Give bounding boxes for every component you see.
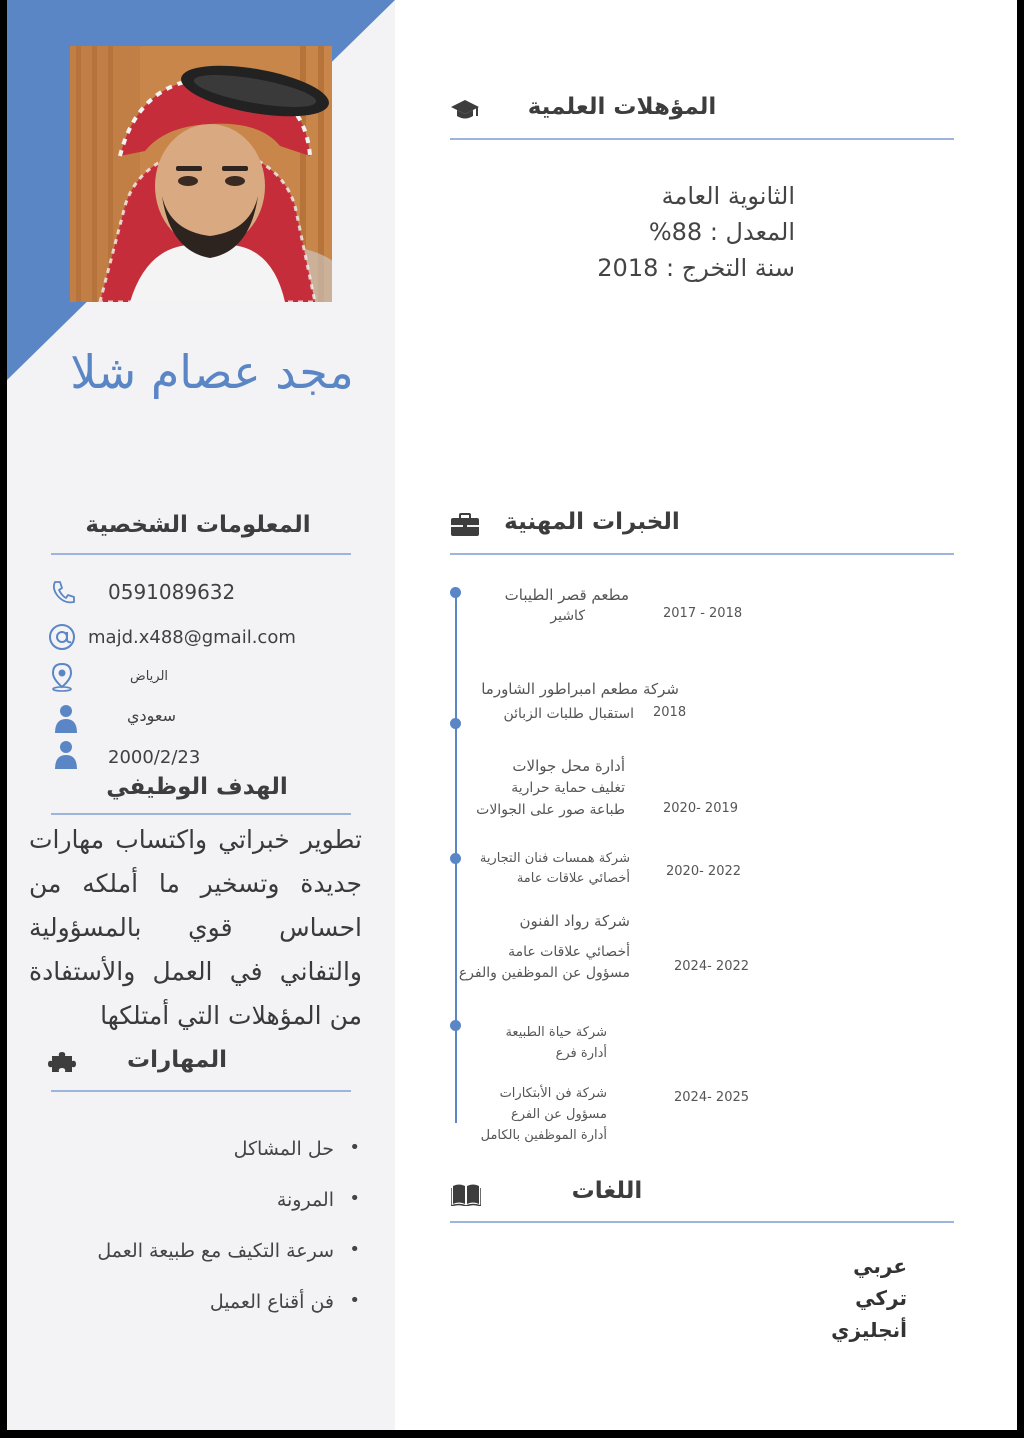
job-company: شركة رواد الفنون — [519, 912, 630, 930]
job-duty: أدارة الموظفين بالكامل — [480, 1128, 607, 1143]
graduation-cap-icon — [450, 98, 480, 122]
phone-icon — [49, 578, 77, 606]
open-book-icon — [451, 1182, 481, 1206]
languages-title: اللغات — [571, 1178, 643, 1204]
timeline-dot — [450, 587, 461, 598]
language-item: أنجليزي — [831, 1318, 907, 1342]
job-years: 2025 -2024 — [674, 1090, 750, 1105]
education-degree: الثانوية العامة — [661, 182, 795, 210]
job-duty: طباعة صور على الجوالات — [476, 802, 625, 818]
objective-title: الهدف الوظيفي — [106, 774, 288, 800]
timeline-dot — [450, 718, 461, 729]
languages-list — [831, 1250, 907, 1346]
timeline-dot — [450, 853, 461, 864]
job-role: أخصائي علاقات عامة — [508, 944, 630, 960]
personal-info-title: المعلومات الشخصية — [85, 512, 311, 538]
job-company: مطعم قصر الطيبات — [504, 586, 629, 604]
puzzle-icon — [47, 1050, 77, 1076]
skill-item: • حل المشاكل — [47, 1138, 362, 1189]
job-years: 2022 -2024 — [674, 959, 750, 974]
job-entry — [505, 585, 629, 627]
job-role: مسؤول عن الفرع — [511, 1107, 607, 1122]
resume-page — [7, 0, 1017, 1430]
education-gpa: المعدل : 88% — [648, 218, 795, 246]
skill-item: • سرعة التكيف مع طبيعة العمل — [47, 1240, 362, 1291]
job-company: شركة فن الأبتكارات — [499, 1086, 607, 1101]
job-duty: تغليف حماية حرارية — [511, 780, 625, 796]
job-duty: مسؤول عن الموظفين والفرع — [458, 965, 630, 981]
profile-photo-illustration — [70, 46, 332, 302]
objective-divider — [51, 813, 351, 815]
email-address: majd.x488@gmail.com — [88, 627, 296, 648]
person-icon — [54, 704, 78, 734]
job-entry — [481, 677, 679, 727]
skill-item: • المرونة — [47, 1189, 362, 1240]
language-item: عربي — [853, 1254, 907, 1278]
person-icon-birthdate — [54, 740, 78, 770]
nationality: سعودي — [127, 706, 177, 725]
job-company: شركة همسات فنان التجارية — [479, 851, 630, 866]
job-years: 2017 - 2018 — [663, 606, 743, 621]
job-entry — [459, 909, 630, 984]
job-role: استقبال طلبات الزبائن — [503, 706, 634, 722]
at-sign-icon — [47, 622, 77, 652]
education-graduation-year: سنة التخرج : 2018 — [597, 254, 795, 282]
profile-photo — [70, 46, 332, 302]
job-role: كاشير — [550, 608, 585, 624]
full-name: مجد عصام شلا — [70, 345, 354, 399]
job-company: شركة حياة الطبيعة — [505, 1025, 607, 1040]
education-details — [567, 178, 795, 286]
education-divider — [450, 138, 954, 140]
skills-title: المهارات — [127, 1047, 227, 1073]
objective-text: تطوير خبراتي واكتساب مهارات جديدة وتسخير ما أملكه من احساس قوي بالمسؤولية والتفاني في العمل والأستفادة من المؤهلات التي أمتلكها — [29, 825, 362, 1030]
location-pin-icon — [49, 662, 75, 692]
briefcase-icon — [450, 513, 480, 537]
skills-divider — [51, 1090, 351, 1092]
city: الرياض — [130, 669, 169, 684]
language-item: تركي — [855, 1286, 907, 1310]
job-company: شركة مطعم امبراطور الشاورما — [481, 680, 679, 698]
job-company: أدارة محل جوالات — [512, 757, 625, 775]
job-entry — [505, 1022, 607, 1064]
birthdate: 2000/2/23 — [108, 747, 201, 768]
personal-info-divider — [51, 553, 351, 555]
skill-item: • فن أقناع العميل — [47, 1291, 362, 1342]
phone-number: 0591089632 — [108, 580, 236, 604]
job-role: أخصائي علاقات عامة — [516, 871, 630, 886]
job-years: 2019 -2020 — [663, 801, 739, 816]
job-role: أدارة فرع — [555, 1046, 607, 1061]
job-entry — [476, 755, 625, 821]
skills-list — [47, 1138, 362, 1342]
job-years: 2018 — [653, 705, 687, 720]
languages-divider — [450, 1221, 954, 1223]
experience-divider — [450, 553, 954, 555]
job-years: 2022 -2020 — [666, 864, 742, 879]
job-entry — [481, 1083, 607, 1146]
job-entry — [480, 849, 630, 889]
education-title: المؤهلات العلمية — [527, 94, 717, 120]
timeline-dot — [450, 1020, 461, 1031]
experience-title: الخبرات المهنية — [504, 509, 680, 535]
